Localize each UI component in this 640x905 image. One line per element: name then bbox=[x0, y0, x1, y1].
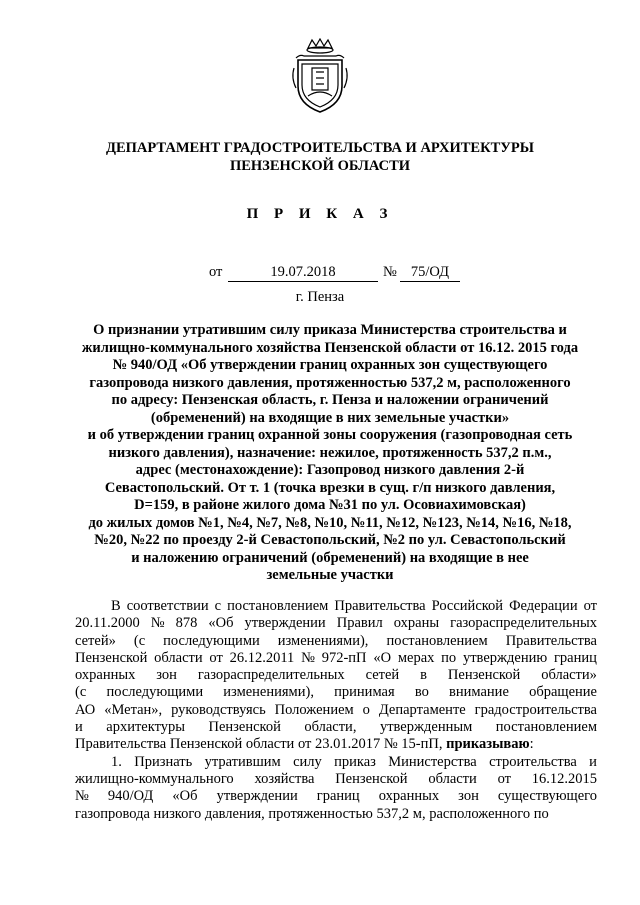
body-line: (с последующими изменениями), принимая во внимание обращение bbox=[75, 684, 597, 701]
title-line: жилищно-коммунального хозяйства Пензенской области от 16.12. 2015 года bbox=[81, 339, 579, 356]
body-line: В соответствии с постановлением Правительства Российской Федерации от bbox=[111, 598, 597, 614]
title-line: до жилых домов №1, №4, №7, №8, №10, №11, №12, №123, №14, №16, №18, bbox=[88, 514, 572, 531]
city: г. Пенза bbox=[295, 289, 345, 305]
title-line: земельные участки bbox=[266, 567, 394, 583]
order-verb: приказываю bbox=[446, 736, 530, 753]
order-body bbox=[75, 598, 597, 823]
order-title bbox=[70, 322, 590, 585]
body-line: газопровода низкого давления, протяженностью 537,2 м, расположенного по bbox=[75, 805, 549, 822]
order-date: 19.07.2018 bbox=[228, 264, 378, 282]
date-prefix: от bbox=[209, 264, 223, 280]
body-line: № 940/ОД «Об утверждении границ охранных зон существующего bbox=[75, 788, 597, 805]
title-line: по адресу: Пензенская область, г. Пенза и наложении ограничений bbox=[111, 392, 549, 408]
body-line-last bbox=[75, 736, 597, 753]
body-line: Пензенской области от 26.12.2011 № 972-пП «О мерах по утверждению границ bbox=[75, 649, 597, 666]
order-number: 75/ОД bbox=[400, 264, 460, 282]
title-line: адрес (местонахождение): Газопровод низкого давления 2-й bbox=[135, 462, 525, 478]
body-line: охранных зон газораспределительных сетей в Пензенской области» bbox=[75, 667, 597, 684]
title-line: №20, №22 по проезду 2-й Севастопольский, №2 по ул. Севастопольский bbox=[94, 532, 566, 548]
title-line: газопровода низкого давления, протяженностью 537,2 м, расположенного bbox=[89, 374, 571, 391]
title-line: низкого давления), назначение: нежилое, протяженность 537,2 п.м., bbox=[108, 444, 552, 461]
body-line: сетей» (с последующими изменениями), постановлением Правительства bbox=[75, 632, 597, 649]
title-line: № 940/ОД «Об утверждении границ охранных зон существующего bbox=[112, 357, 548, 373]
title-line: D=159, в районе жилого дома №31 по ул. Осовиахимовская) bbox=[134, 497, 526, 513]
coat-of-arms-icon bbox=[290, 38, 350, 114]
department-header bbox=[0, 139, 640, 175]
body-line: 20.11.2000 № 878 «Об утверждении Правил охраны газораспределительных bbox=[75, 615, 597, 632]
body-line: жилищно-коммунального хозяйства Пензенской области от 16.12.2015 bbox=[75, 770, 597, 787]
body-line: 1. Признать утратившим силу приказ Министерства строительства и bbox=[111, 753, 597, 770]
title-line: (обременений) на входящие в них земельные участки» bbox=[150, 409, 510, 426]
title-line: и наложению ограничений (обременений) на входящие в нее bbox=[131, 549, 529, 566]
department-line-2: ПЕНЗЕНСКОЙ ОБЛАСТИ bbox=[229, 158, 411, 174]
department-line-1: ДЕПАРТАМЕНТ ГРАДОСТРОИТЕЛЬСТВА И АРХИТЕКТУРЫ bbox=[105, 140, 535, 156]
title-line: и об утверждении границ охранной зоны сооружения (газопроводная сеть bbox=[87, 427, 573, 443]
body-line: АО «Метан», руководствуясь Положением о Департаменте градостроительства bbox=[75, 701, 597, 718]
document-type: П Р И К А З bbox=[246, 206, 394, 222]
body-text: Правительства Пензенской области от 23.01.2017 № 15-пП, bbox=[75, 736, 443, 753]
title-line: Севастопольский. От т. 1 (точка врезки в сущ. г/п низкого давления, bbox=[104, 479, 556, 496]
number-prefix: № bbox=[383, 264, 397, 280]
body-text: : bbox=[529, 736, 534, 753]
body-line: и архитектуры Пензенской области, утвержденным постановлением bbox=[75, 719, 597, 736]
title-line: О признании утратившим силу приказа Министерства строительства и bbox=[93, 322, 567, 338]
